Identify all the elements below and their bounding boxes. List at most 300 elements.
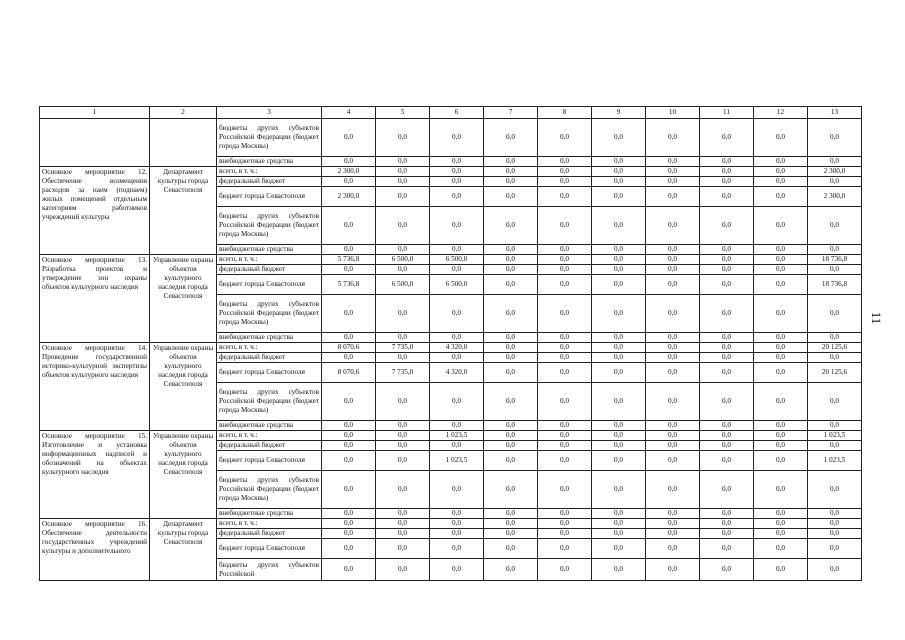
amount-cell: 0,0	[646, 363, 700, 383]
amount-cell: 0,0	[700, 207, 754, 245]
column-header-8: 8	[538, 107, 592, 119]
amount-cell: 0,0	[646, 471, 700, 509]
amount-cell: 0,0	[754, 539, 808, 559]
amount-cell: 0,0	[484, 353, 538, 363]
event-title: Основное мероприятие 14. Проведение государственной историко-культурной экспертизы объектов культурного наследия	[40, 343, 150, 431]
amount-cell: 0,0	[808, 471, 862, 509]
amount-cell: 0,0	[376, 295, 430, 333]
amount-cell: 0,0	[592, 275, 646, 295]
funding-source: федеральный бюджет	[217, 441, 322, 451]
amount-cell: 18 736,8	[808, 255, 862, 265]
amount-cell: 0,0	[484, 295, 538, 333]
column-header-4: 4	[322, 107, 376, 119]
amount-cell: 0,0	[322, 451, 376, 471]
amount-cell: 0,0	[754, 559, 808, 581]
amount-cell: 0,0	[484, 207, 538, 245]
funding-source: всего, в т. ч.:	[217, 431, 322, 441]
amount-cell: 0,0	[754, 519, 808, 529]
amount-cell: 0,0	[700, 519, 754, 529]
amount-cell: 0,0	[592, 187, 646, 207]
amount-cell: 0,0	[646, 441, 700, 451]
amount-cell: 0,0	[376, 431, 430, 441]
amount-cell: 0,0	[592, 529, 646, 539]
column-header-7: 7	[484, 107, 538, 119]
amount-cell: 0,0	[538, 353, 592, 363]
amount-cell: 0,0	[430, 529, 484, 539]
funding-source: федеральный бюджет	[217, 353, 322, 363]
amount-cell: 0,0	[376, 157, 430, 167]
table-row	[40, 167, 862, 177]
amount-cell: 0,0	[646, 509, 700, 519]
funding-source: бюджеты других субъектов Российской Федерации (бюджет города Москвы)	[217, 207, 322, 245]
amount-cell: 0,0	[646, 383, 700, 421]
amount-cell: 0,0	[538, 431, 592, 441]
funding-source: федеральный бюджет	[217, 265, 322, 275]
amount-cell: 0,0	[700, 333, 754, 343]
amount-cell: 0,0	[592, 245, 646, 255]
amount-cell: 0,0	[646, 539, 700, 559]
amount-cell: 0,0	[592, 363, 646, 383]
amount-cell: 0,0	[430, 353, 484, 363]
column-header-13: 13	[808, 107, 862, 119]
amount-cell: 0,0	[430, 509, 484, 519]
amount-cell: 0,0	[430, 177, 484, 187]
amount-cell: 0,0	[484, 265, 538, 275]
amount-cell: 0,0	[808, 529, 862, 539]
amount-cell: 0,0	[376, 265, 430, 275]
amount-cell: 1 023,5	[430, 451, 484, 471]
amount-cell: 0,0	[538, 207, 592, 245]
amount-cell: 0,0	[376, 519, 430, 529]
amount-cell: 0,0	[538, 363, 592, 383]
amount-cell: 0,0	[808, 559, 862, 581]
amount-cell: 0,0	[808, 421, 862, 431]
amount-cell: 0,0	[538, 255, 592, 265]
amount-cell: 0,0	[592, 255, 646, 265]
amount-cell: 0,0	[538, 471, 592, 509]
amount-cell: 0,0	[322, 157, 376, 167]
amount-cell: 0,0	[592, 519, 646, 529]
amount-cell: 0,0	[538, 441, 592, 451]
amount-cell: 0,0	[754, 245, 808, 255]
amount-cell: 0,0	[700, 343, 754, 353]
amount-cell: 0,0	[700, 451, 754, 471]
amount-cell: 0,0	[484, 187, 538, 207]
amount-cell: 0,0	[808, 509, 862, 519]
amount-cell: 4 320,0	[430, 363, 484, 383]
amount-cell: 0,0	[646, 245, 700, 255]
amount-cell: 0,0	[484, 119, 538, 157]
amount-cell: 0,0	[700, 383, 754, 421]
amount-cell: 20 125,6	[808, 343, 862, 353]
funding-source: всего, в т. ч.:	[217, 167, 322, 177]
amount-cell: 0,0	[376, 177, 430, 187]
amount-cell: 6 500,0	[430, 275, 484, 295]
funding-source: внебюджетные средства	[217, 245, 322, 255]
amount-cell: 0,0	[538, 119, 592, 157]
amount-cell: 0,0	[538, 245, 592, 255]
funding-source: бюджеты других субъектов Российской Федерации (бюджет города Москвы)	[217, 383, 322, 421]
amount-cell: 0,0	[646, 333, 700, 343]
responsible-org: Департамент культуры города Севастополя	[150, 167, 217, 255]
amount-cell: 0,0	[754, 333, 808, 343]
amount-cell: 0,0	[754, 343, 808, 353]
amount-cell: 0,0	[592, 471, 646, 509]
amount-cell: 0,0	[322, 529, 376, 539]
funding-source: бюджет города Севастополя	[217, 187, 322, 207]
amount-cell: 0,0	[376, 119, 430, 157]
amount-cell: 0,0	[700, 471, 754, 509]
amount-cell: 0,0	[646, 255, 700, 265]
amount-cell: 0,0	[538, 343, 592, 353]
amount-cell: 0,0	[430, 333, 484, 343]
amount-cell: 0,0	[538, 167, 592, 177]
amount-cell: 0,0	[754, 177, 808, 187]
amount-cell: 0,0	[376, 245, 430, 255]
event-title: Основное мероприятие 12. Обеспечение возмещения расходов за наем (поднаем) жилых помещений отдельным категориям работников учреждений культуры	[40, 167, 150, 255]
amount-cell: 6 500,0	[376, 275, 430, 295]
budget-table	[39, 106, 862, 581]
table-row	[40, 431, 862, 441]
amount-cell: 0,0	[754, 383, 808, 421]
amount-cell: 0,0	[538, 519, 592, 529]
amount-cell: 0,0	[808, 157, 862, 167]
responsible-org: Департамент культуры города Севастополя	[150, 519, 217, 581]
amount-cell: 0,0	[484, 275, 538, 295]
amount-cell: 0,0	[430, 421, 484, 431]
amount-cell: 0,0	[484, 451, 538, 471]
amount-cell: 0,0	[430, 187, 484, 207]
amount-cell: 0,0	[592, 421, 646, 431]
amount-cell: 0,0	[484, 529, 538, 539]
amount-cell: 0,0	[322, 431, 376, 441]
amount-cell: 0,0	[646, 187, 700, 207]
amount-cell: 4 320,0	[430, 343, 484, 353]
funding-source: внебюджетные средства	[217, 509, 322, 519]
amount-cell: 0,0	[322, 383, 376, 421]
funding-source: внебюджетные средства	[217, 421, 322, 431]
amount-cell: 0,0	[322, 177, 376, 187]
amount-cell: 0,0	[754, 529, 808, 539]
table-row	[40, 119, 862, 157]
funding-source: бюджет города Севастополя	[217, 539, 322, 559]
amount-cell: 0,0	[646, 119, 700, 157]
amount-cell: 0,0	[646, 559, 700, 581]
amount-cell: 0,0	[376, 529, 430, 539]
header-row	[40, 107, 862, 119]
amount-cell: 0,0	[376, 207, 430, 245]
amount-cell: 0,0	[700, 245, 754, 255]
amount-cell: 0,0	[376, 353, 430, 363]
amount-cell: 0,0	[484, 539, 538, 559]
amount-cell: 0,0	[754, 509, 808, 519]
amount-cell: 0,0	[592, 167, 646, 177]
amount-cell: 0,0	[592, 295, 646, 333]
amount-cell: 0,0	[376, 333, 430, 343]
amount-cell: 0,0	[646, 529, 700, 539]
amount-cell: 0,0	[376, 441, 430, 451]
amount-cell: 0,0	[322, 265, 376, 275]
amount-cell: 0,0	[808, 519, 862, 529]
column-header-10: 10	[646, 107, 700, 119]
amount-cell: 0,0	[430, 265, 484, 275]
amount-cell: 0,0	[700, 421, 754, 431]
amount-cell: 0,0	[646, 265, 700, 275]
amount-cell: 2 300,0	[808, 187, 862, 207]
column-header-6: 6	[430, 107, 484, 119]
table-row	[40, 343, 862, 353]
amount-cell: 0,0	[376, 383, 430, 421]
funding-source: внебюджетные средства	[217, 157, 322, 167]
amount-cell: 0,0	[808, 119, 862, 157]
amount-cell: 0,0	[322, 245, 376, 255]
amount-cell: 0,0	[754, 187, 808, 207]
amount-cell: 18 736,8	[808, 275, 862, 295]
amount-cell: 8 070,6	[322, 363, 376, 383]
amount-cell: 0,0	[484, 363, 538, 383]
amount-cell: 0,0	[700, 363, 754, 383]
column-header-3: 3	[217, 107, 322, 119]
amount-cell: 0,0	[808, 353, 862, 363]
amount-cell: 6 500,0	[430, 255, 484, 265]
amount-cell: 0,0	[700, 119, 754, 157]
amount-cell: 0,0	[538, 451, 592, 471]
amount-cell: 0,0	[754, 119, 808, 157]
amount-cell: 0,0	[430, 519, 484, 529]
amount-cell: 0,0	[592, 451, 646, 471]
amount-cell: 0,0	[646, 353, 700, 363]
amount-cell: 0,0	[322, 295, 376, 333]
amount-cell: 0,0	[376, 451, 430, 471]
amount-cell: 0,0	[646, 207, 700, 245]
amount-cell: 0,0	[430, 383, 484, 421]
amount-cell: 0,0	[322, 441, 376, 451]
amount-cell: 0,0	[808, 295, 862, 333]
amount-cell: 0,0	[484, 383, 538, 421]
funding-source: бюджеты других субъектов Российской Федерации (бюджет города Москвы)	[217, 295, 322, 333]
column-header-11: 11	[700, 107, 754, 119]
amount-cell: 0,0	[538, 157, 592, 167]
amount-cell: 0,0	[754, 275, 808, 295]
amount-cell: 0,0	[538, 333, 592, 343]
amount-cell: 0,0	[700, 509, 754, 519]
amount-cell: 0,0	[754, 441, 808, 451]
amount-cell: 0,0	[700, 539, 754, 559]
amount-cell: 0,0	[538, 177, 592, 187]
amount-cell: 1 023,5	[808, 451, 862, 471]
funding-source: бюджет города Севастополя	[217, 451, 322, 471]
column-header-5: 5	[376, 107, 430, 119]
amount-cell: 1 023,5	[430, 431, 484, 441]
column-header-9: 9	[592, 107, 646, 119]
amount-cell: 1 023,5	[808, 431, 862, 441]
amount-cell: 0,0	[484, 333, 538, 343]
amount-cell: 0,0	[430, 441, 484, 451]
amount-cell: 0,0	[592, 157, 646, 167]
amount-cell: 0,0	[430, 245, 484, 255]
amount-cell: 0,0	[538, 187, 592, 207]
amount-cell: 0,0	[430, 559, 484, 581]
amount-cell: 0,0	[484, 245, 538, 255]
amount-cell: 0,0	[754, 353, 808, 363]
amount-cell: 2 300,0	[808, 167, 862, 177]
amount-cell: 0,0	[538, 383, 592, 421]
amount-cell: 0,0	[592, 119, 646, 157]
amount-cell: 0,0	[484, 471, 538, 509]
amount-cell: 0,0	[376, 187, 430, 207]
amount-cell: 0,0	[430, 157, 484, 167]
amount-cell: 7 735,0	[376, 363, 430, 383]
amount-cell: 0,0	[376, 471, 430, 509]
amount-cell: 0,0	[538, 539, 592, 559]
amount-cell: 0,0	[754, 295, 808, 333]
amount-cell: 2 300,0	[322, 187, 376, 207]
amount-cell: 0,0	[322, 519, 376, 529]
amount-cell: 0,0	[484, 255, 538, 265]
amount-cell: 0,0	[754, 255, 808, 265]
amount-cell: 0,0	[700, 167, 754, 177]
column-header-1: 1	[40, 107, 150, 119]
amount-cell: 0,0	[376, 539, 430, 559]
responsible-org: Управление охраны объектов культурного наследия города Севастополя	[150, 343, 217, 431]
amount-cell: 0,0	[700, 255, 754, 265]
amount-cell: 5 736,8	[322, 275, 376, 295]
amount-cell: 0,0	[484, 559, 538, 581]
event-title-continued	[40, 119, 150, 167]
amount-cell: 0,0	[646, 275, 700, 295]
column-header-2: 2	[150, 107, 217, 119]
amount-cell: 0,0	[484, 421, 538, 431]
amount-cell: 0,0	[376, 167, 430, 177]
table-row	[40, 519, 862, 529]
amount-cell: 0,0	[484, 519, 538, 529]
amount-cell: 0,0	[700, 295, 754, 333]
amount-cell: 0,0	[322, 333, 376, 343]
amount-cell: 0,0	[484, 441, 538, 451]
amount-cell: 0,0	[592, 383, 646, 421]
amount-cell: 0,0	[592, 431, 646, 441]
funding-source: бюджеты других субъектов Российской Федерации (бюджет города Москвы)	[217, 471, 322, 509]
column-header-12: 12	[754, 107, 808, 119]
amount-cell: 0,0	[538, 265, 592, 275]
amount-cell: 0,0	[646, 421, 700, 431]
amount-cell: 0,0	[430, 207, 484, 245]
amount-cell: 0,0	[430, 119, 484, 157]
amount-cell: 0,0	[754, 451, 808, 471]
amount-cell: 0,0	[484, 177, 538, 187]
amount-cell: 0,0	[322, 207, 376, 245]
amount-cell: 0,0	[700, 559, 754, 581]
amount-cell: 0,0	[700, 187, 754, 207]
amount-cell: 6 500,0	[376, 255, 430, 265]
amount-cell: 0,0	[808, 441, 862, 451]
funding-source: бюджет города Севастополя	[217, 275, 322, 295]
amount-cell: 0,0	[592, 177, 646, 187]
amount-cell: 0,0	[322, 421, 376, 431]
amount-cell: 0,0	[808, 265, 862, 275]
responsible-org: Управление охраны объектов культурного наследия города Севастополя	[150, 255, 217, 343]
amount-cell: 0,0	[430, 167, 484, 177]
amount-cell: 0,0	[430, 471, 484, 509]
amount-cell: 0,0	[754, 431, 808, 441]
amount-cell: 0,0	[592, 441, 646, 451]
amount-cell: 0,0	[592, 559, 646, 581]
amount-cell: 0,0	[808, 333, 862, 343]
table-body	[40, 107, 862, 581]
responsible-org: Управление охраны объектов культурного наследия города Севастополя	[150, 431, 217, 519]
amount-cell: 0,0	[700, 265, 754, 275]
amount-cell: 0,0	[538, 529, 592, 539]
amount-cell: 0,0	[430, 539, 484, 559]
page-number: 11	[869, 311, 884, 325]
amount-cell: 0,0	[700, 177, 754, 187]
amount-cell: 0,0	[646, 157, 700, 167]
funding-source: федеральный бюджет	[217, 529, 322, 539]
amount-cell: 0,0	[322, 353, 376, 363]
amount-cell: 0,0	[700, 275, 754, 295]
amount-cell: 0,0	[808, 177, 862, 187]
amount-cell: 0,0	[646, 343, 700, 353]
amount-cell: 0,0	[430, 295, 484, 333]
funding-source: всего, в т. ч.:	[217, 519, 322, 529]
amount-cell: 0,0	[484, 167, 538, 177]
amount-cell: 0,0	[592, 207, 646, 245]
amount-cell: 0,0	[592, 353, 646, 363]
amount-cell: 0,0	[484, 509, 538, 519]
amount-cell: 0,0	[592, 265, 646, 275]
funding-source: федеральный бюджет	[217, 177, 322, 187]
event-title: Основное мероприятие 13. Разработка проектов и утверждение зон охраны объектов культурного наследия	[40, 255, 150, 343]
amount-cell: 0,0	[754, 167, 808, 177]
amount-cell: 0,0	[646, 167, 700, 177]
amount-cell: 0,0	[484, 157, 538, 167]
amount-cell: 0,0	[646, 177, 700, 187]
amount-cell: 5 736,8	[322, 255, 376, 265]
table-row	[40, 255, 862, 265]
amount-cell: 0,0	[808, 539, 862, 559]
amount-cell: 0,0	[808, 207, 862, 245]
amount-cell: 20 125,6	[808, 363, 862, 383]
funding-source: бюджет города Севастополя	[217, 363, 322, 383]
amount-cell: 0,0	[646, 295, 700, 333]
amount-cell: 0,0	[646, 431, 700, 441]
amount-cell: 0,0	[322, 509, 376, 519]
amount-cell: 0,0	[754, 363, 808, 383]
event-title: Основное мероприятие 16. Обеспечение деятельности государственных учреждений культуры и дополнительного	[40, 519, 150, 581]
amount-cell: 0,0	[754, 265, 808, 275]
amount-cell: 0,0	[322, 471, 376, 509]
amount-cell: 0,0	[754, 471, 808, 509]
funding-source: внебюджетные средства	[217, 333, 322, 343]
amount-cell: 0,0	[700, 157, 754, 167]
amount-cell: 0,0	[484, 431, 538, 441]
amount-cell: 0,0	[754, 207, 808, 245]
amount-cell: 0,0	[376, 509, 430, 519]
amount-cell: 8 070,6	[322, 343, 376, 353]
amount-cell: 0,0	[592, 509, 646, 519]
amount-cell: 0,0	[538, 559, 592, 581]
funding-source: бюджеты других субъектов Российской Федерации (бюджет города Москвы)	[217, 119, 322, 157]
amount-cell: 0,0	[538, 421, 592, 431]
amount-cell: 0,0	[592, 539, 646, 559]
amount-cell: 0,0	[754, 157, 808, 167]
amount-cell: 0,0	[808, 245, 862, 255]
funding-source: всего, в т. ч.:	[217, 343, 322, 353]
amount-cell: 0,0	[592, 333, 646, 343]
amount-cell: 0,0	[646, 519, 700, 529]
amount-cell: 0,0	[700, 529, 754, 539]
amount-cell: 7 735,0	[376, 343, 430, 353]
